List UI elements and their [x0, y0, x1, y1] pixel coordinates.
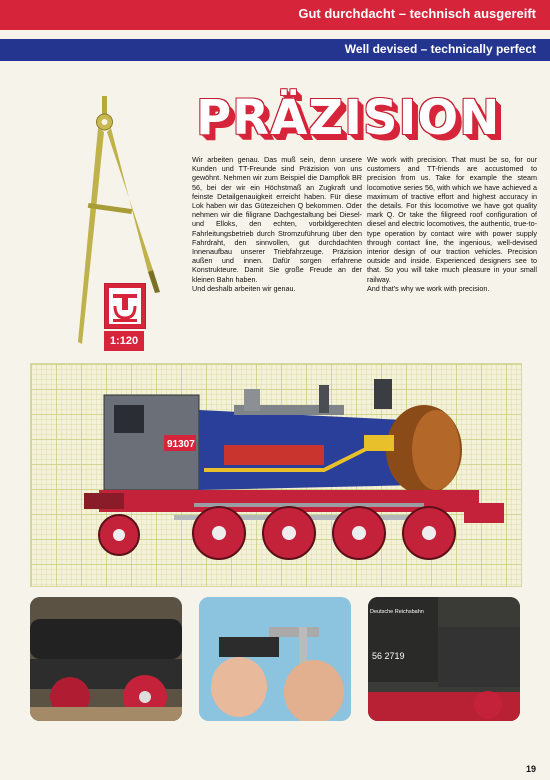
locomotive-wheels: [99, 507, 455, 559]
header-german-tagline: Gut durchdacht – technisch ausgereift: [298, 6, 536, 21]
english-text-column: [367, 155, 537, 293]
photo-hands-caliper: [199, 597, 351, 721]
tt-logo-icon: [109, 288, 141, 324]
cab-number: 91307: [167, 439, 195, 450]
english-paragraph: We work with precision. That must be so, for our customers and TT-friends are accustomed to precision from us. Take for example the steam locomotive series 56, with which we have achieved a maximum of tractive effort and highest accuracy in the details. For this locomotive we have got quality mark Q. Or take the filigreed roof configuration of diesel and electric locomotives, the authentic, true-to-type operation by contact wire with power supply through contact line, the ingenious, well-devised interior design of our traction vehicles. Precision outside and inside. Experienced designers see to that. So you will take much pleasure in your small railway.: [367, 155, 537, 284]
header-band-red: [0, 0, 550, 30]
german-paragraph: Wir arbeiten genau. Das muß sein, denn unsere Kunden und TT-Freunde sind Präzision von uns gewöhnt. Nehmen wir zum Beispiel die Dampflok BR 56, bei der wir ein Höchstmaß an Zugkraft und feinste Detailgenauigkeit erreicht haben. Für diese Lok haben wir das Gütezeichen Q bekommen. Oder nehmen wir die filigrane Dachgestaltung bei Diesel- und Elloks, den echten, vorbildgerechten Fahrleitungsbetrieb durch Stromzuführung über den Fahrdraht, den sinnvollen, gut durchdachten Innenaufbau unserer Triebfahrzeuge. Präzision außen und innen. Dafür sorgen erfahrene Konstrukteure. Damit Sie große Freude an der kleinen Bahn haben.: [192, 155, 362, 284]
english-closing: And that's why we work with precision.: [367, 283, 490, 293]
photo3-label: Deutsche Reichsbahn: [370, 609, 424, 615]
scale-label: 1:120: [104, 331, 144, 351]
german-text-column: [192, 155, 362, 293]
photo3-number: 56 2719: [372, 651, 405, 661]
german-closing: Und deshalb arbeiten wir genau.: [192, 283, 296, 293]
page-number: 19: [525, 764, 536, 774]
locomotive-cutaway-illustration: [74, 375, 514, 575]
header-band-white: [0, 30, 550, 39]
header-band-blue: [0, 39, 550, 61]
page-title: PRÄZISION: [196, 90, 501, 146]
photo-locomotive-number: [368, 597, 520, 721]
header-english-tagline: Well devised – technically perfect: [344, 42, 536, 56]
tt-logo: [104, 283, 146, 329]
photo-locomotive-model: [30, 597, 182, 721]
